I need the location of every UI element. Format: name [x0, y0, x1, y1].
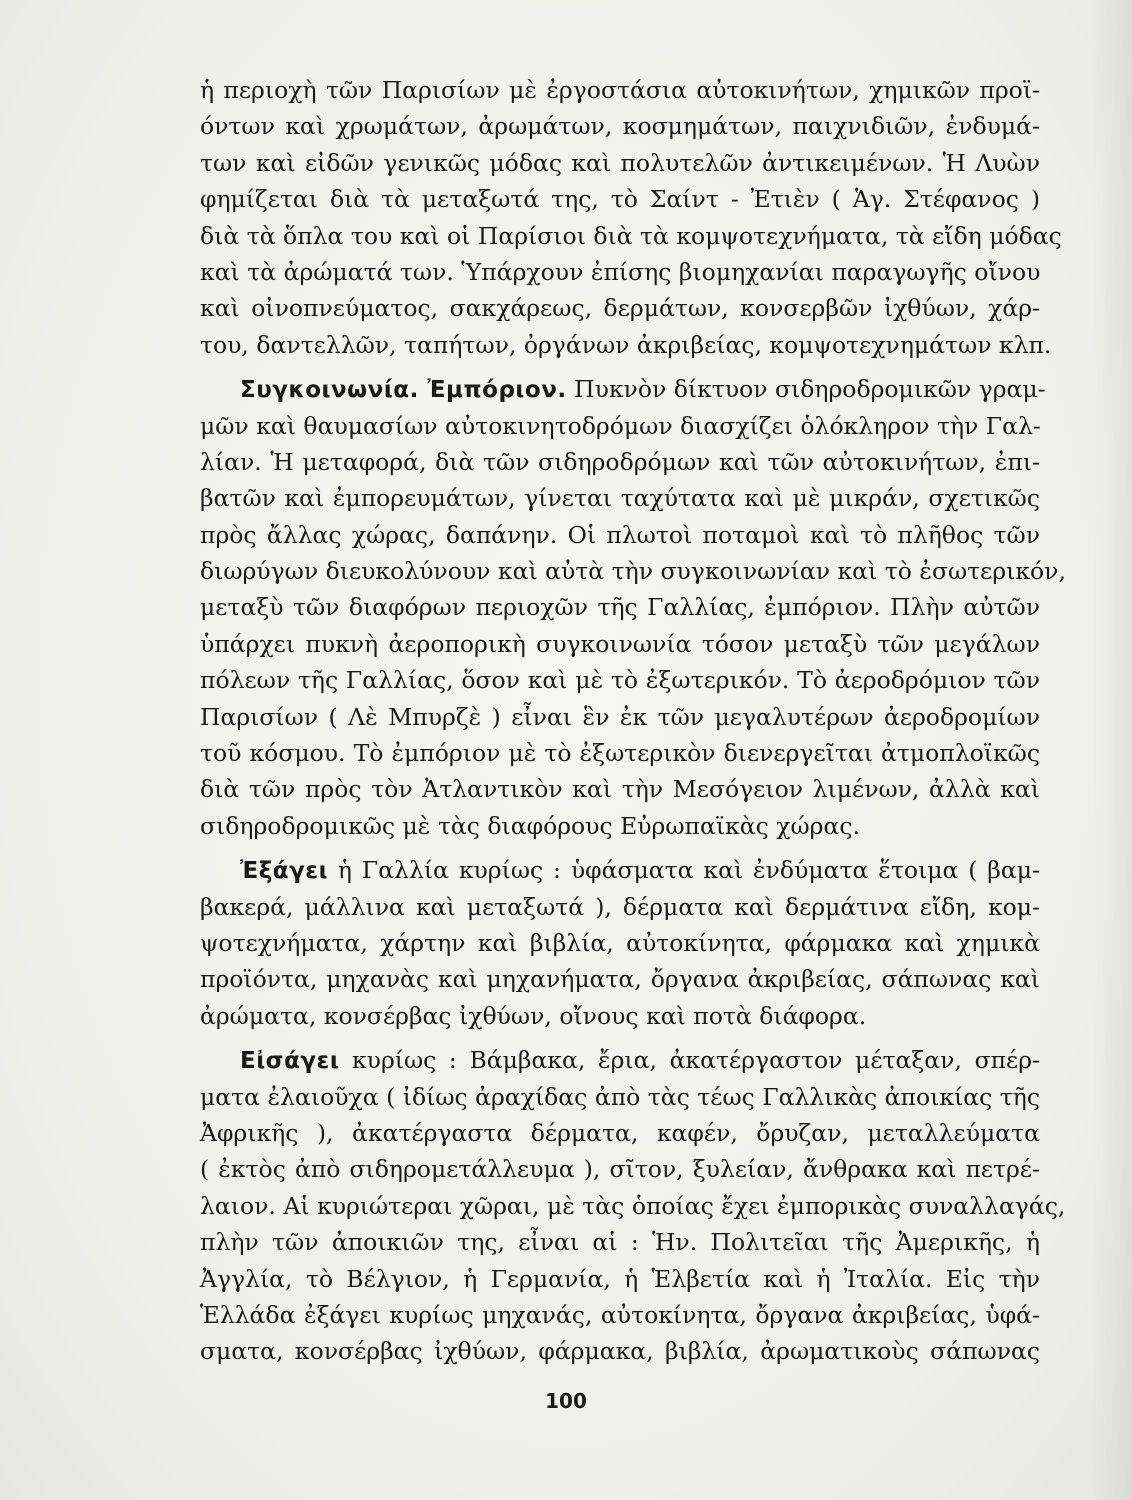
text-line: πόλεων τῆς Γαλλίας, ὅσον καὶ μὲ τὸ ἐξωτερικόν. Τὸ ἀεροδρόμιον τῶν: [200, 666, 1040, 695]
text-line: όντων καὶ χρωμάτων, ἀρωμάτων, κοσμημάτων, παιχνιδιῶν, ἐνδυμά-: [200, 112, 1040, 141]
paragraph-gap: [200, 1034, 1040, 1042]
text-line: ἡ περιοχὴ τῶν Παρισίων μὲ ἐργοστάσια αὐτοκινήτων, χημικῶν προϊ-: [200, 76, 1040, 104]
text-line: βακερά, μάλλινα καὶ μεταξωτά ), δέρματα καὶ δερμάτινα εἴδη, κομ-: [200, 892, 1040, 921]
text-line: ψοτεχνήματα, χάρτην καὶ βιβλία, αὐτοκίνητα, φάρμακα καὶ χημικὰ: [200, 928, 1040, 957]
text-line: των καὶ εἰδῶν γενικῶς μόδας καὶ πολυτελῶν ἀντικειμένων. Ἡ Λυὼν: [200, 148, 1040, 177]
text-line: σματα, κονσέρβας ἰχθύων, φάρμακα, βιβλία, ἀρωματικοὺς σάπωνας: [200, 1337, 1040, 1366]
page-number: 100: [545, 1389, 587, 1413]
section-heading-imports: Εἰσάγει: [240, 1048, 340, 1075]
text-line: καὶ οἰνοπνεύματος, σακχάρεως, δερμάτων, κονσερβῶν ἰχθύων, χάρ-: [200, 294, 1040, 323]
body-text: [200, 72, 1066, 1370]
paragraph-gap: [200, 363, 1040, 371]
text-line: ( ἐκτὸς ἀπὸ σιδηρομετάλλευμα ), σῖτον, ξυλείαν, ἄνθρακα καὶ πετρέ-: [200, 1155, 1040, 1184]
text-line: μῶν καὶ θαυμασίων αὐτοκινητοδρόμων διασχίζει ὁλόκληρον τὴν Γαλ-: [200, 411, 1041, 440]
text-line: Ἀφρικῆς ), ἀκατέργαστα δέρματα, καφέν, ὄρυζαν, μεταλλεύματα: [200, 1118, 1040, 1147]
text-line: ματα ἐλαιοῦχα ( ἰδίως ἀραχίδας ἀπὸ τὰς τέως Γαλλικὰς ἀποικίας τῆς: [200, 1082, 1040, 1111]
text-line: διὰ τῶν πρὸς τὸν Ἀτλαντικὸν καὶ τὴν Μεσόγειον λιμένων, ἀλλὰ καὶ: [200, 775, 1040, 804]
text-line: βατῶν καὶ ἐμπορευμάτων, γίνεται ταχύτατα καὶ μὲ μικράν, σχετικῶς: [200, 484, 1040, 513]
text-line: καὶ τὰ ἀρώματά των. Ὑπάρχουν ἐπίσης βιομηχανίαι παραγωγῆς οἴνου: [200, 257, 1041, 286]
page-edge-shadow: [1092, 0, 1132, 1500]
text-line: Παρισίων ( Λὲ Μπυρζὲ ) εἶναι ἓν ἐκ τῶν μεγαλυτέρων ἀεροδρομίων: [200, 702, 1040, 731]
text-fragment: κυρίως : Βάμβακα, ἔρια, ἀκατέργαστον μέταξαν, σπέρ-: [351, 1046, 1040, 1075]
text-line: φημίζεται διὰ τὰ μεταξωτά της, τὸ Σαίντ - Ἐτιὲν ( Ἁγ. Στέφανος ): [200, 185, 1040, 214]
text-line: πρὸς ἄλλας χώρας, δαπάνην. Οἱ πλωτοὶ ποταμοὶ καὶ τὸ πλῆθος τῶν: [200, 520, 1040, 549]
text-line: μεταξὺ τῶν διαφόρων περιοχῶν τῆς Γαλλίας, ἐμπόριον. Πλὴν αὐτῶν: [200, 593, 1040, 622]
text-line: λίαν. Ἡ μεταφορά, διὰ τῶν σιδηροδρόμων καὶ τῶν αὐτοκινήτων, ἐπι-: [200, 447, 1040, 476]
section-imports-first-line: [200, 1042, 1040, 1078]
text-fragment: Πυκνὸν δίκτυον σιδηροδρομικῶν γραμ-: [574, 375, 1046, 404]
text-line: τοῦ κόσμου. Τὸ ἐμπόριον μὲ τὸ ἐξωτερικὸν διενεργεῖται ἀτμοπλοϊκῶς: [200, 739, 1040, 768]
section-heading-communication: Συγκοινωνία. Ἐμπόριον.: [240, 377, 567, 404]
section-heading-exports: Ἐξάγει: [240, 858, 329, 885]
section-communication-first-line: [200, 371, 1046, 407]
text-fragment: ἡ Γαλλία κυρίως : ὑφάσματα καὶ ἐνδύματα ἕτοιμα ( βαμ-: [337, 856, 1040, 885]
text-line: προϊόντα, μηχανὰς καὶ μηχανήματα, ὄργανα ἀκριβείας, σάπωνας καὶ: [200, 965, 1040, 994]
text-line: ἀρώματα, κονσέρβας ἰχθύων, οἴνους καὶ ποτὰ διάφορα.: [200, 1001, 867, 1030]
text-line: διὰ τὰ ὅπλα του καὶ οἱ Παρίσιοι διὰ τὰ κομψοτεχνήματα, τὰ εἴδη μόδας: [200, 221, 1062, 250]
section-exports-first-line: [200, 852, 1040, 888]
text-line: διωρύγων διευκολύνουν καὶ αὐτὰ τὴν συγκοινωνίαν καὶ τὸ ἐσωτερικόν,: [200, 557, 1066, 586]
text-line: σιδηροδρομικῶς μὲ τὰς διαφόρους Εὐρωπαϊκὰς χώρας.: [200, 811, 860, 840]
paragraph-gap: [200, 844, 1040, 852]
text-line: Ἑλλάδα ἐξάγει κυρίως μηχανάς, αὐτοκίνητα, ὄργανα ἀκριβείας, ὑφά-: [200, 1300, 1040, 1329]
text-line: του, δαντελλῶν, ταπήτων, ὀργάνων ἀκριβείας, κομψοτεχνημάτων κλπ.: [200, 330, 1052, 359]
text-line: πλὴν τῶν ἀποικιῶν της, εἶναι αἱ : Ἡν. Πολιτεῖαι τῆς Ἀμερικῆς, ἡ: [200, 1228, 1040, 1257]
text-line: Ἀγγλία, τὸ Βέλγιον, ἡ Γερμανία, ἡ Ἑλβετία καὶ ἡ Ἰταλία. Εἰς τὴν: [200, 1264, 1040, 1293]
text-line: ὑπάρχει πυκνὴ ἀεροπορικὴ συγκοινωνία τόσον μεταξὺ τῶν μεγάλων: [200, 629, 1040, 658]
text-line: λαιον. Αἱ κυριώτεραι χῶραι, μὲ τὰς ὁποίας ἔχει ἐμπορικὰς συναλλαγάς,: [200, 1191, 1066, 1220]
